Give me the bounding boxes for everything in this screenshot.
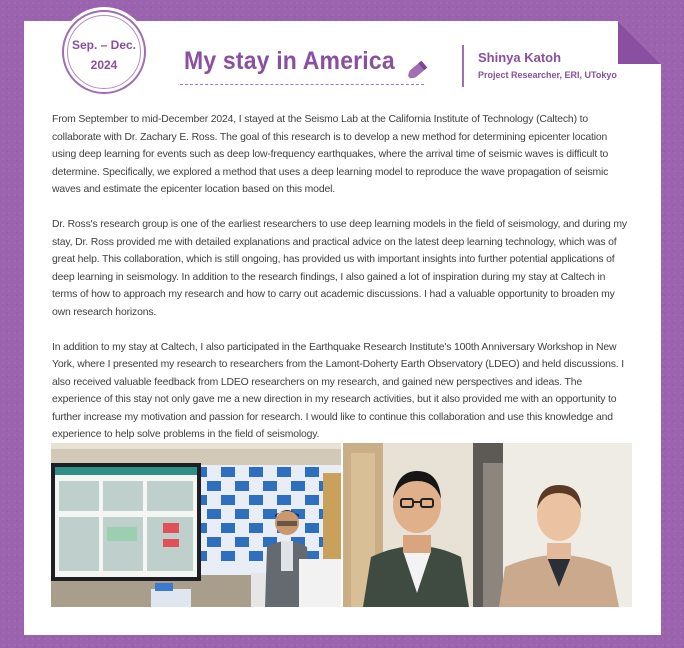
header-divider — [462, 45, 464, 87]
pencil-icon — [402, 56, 432, 86]
date-year: 2024 — [90, 58, 118, 72]
paragraph: From September to mid-December 2024, I stayed at the Seismo Lab at the California Institute of Technology (Caltech) to collaborate with Dr. Zachary E. Ross. The goal of this research is to develop a new method for determining epicenter location using deep learning for events such as deep low-frequency earthquakes, where the arrival time of seismic waves is difficult to determine. Specifically, we explored a method that uses a deep learning model to reproduce the wave propagation of seismic waves and estimate the epicenter location based on this model. — [52, 114, 609, 195]
photo-presentation — [51, 443, 341, 607]
page-fold-corner — [618, 21, 661, 64]
photo-two-researchers — [343, 443, 632, 607]
article-body — [52, 111, 633, 461]
title-underline — [180, 84, 424, 85]
date-range: Sep. – Dec. — [71, 38, 137, 52]
author-role: Project Researcher, ERI, UTokyo — [478, 70, 617, 80]
paragraph: Dr. Ross's research group is one of the earliest researchers to use deep learning models in the field of seismology, and during my stay, Dr. Ross provided me with detailed explanations and practical advice on the latest deep learning technology, which was of great help. This collaboration, which is still ongoing, has provided us with important insights into further potential applications of deep learning in seismology. In addition to the research findings, I also gained a lot of inspiration during my stay at Caltech in terms of how to approach my research and how to carry out academic discussions. I had a valuable opportunity to broaden my own research horizons. — [52, 219, 627, 318]
author-name: Shinya Katoh — [478, 50, 562, 65]
paragraph: In addition to my stay at Caltech, I also participated in the Earthquake Research Institute's 100th Anniversary Workshop in New York, where I presented my research to researchers from the Lamont-Doherty Earth Observatory (LDEO) and held discussions. I also received valuable feedback from LDEO researchers on my research, and gained new perspectives and ideas. The experience of this stay not only gave me a new direction in my research activities, but it also provided me with an opportunity to further increase my motivation and passion for research. I would like to continue this collaboration and use this knowledge and experience to help solve problems in the field of seismology. — [52, 341, 624, 440]
date-badge — [62, 10, 146, 94]
page-title: My stay in America — [184, 47, 395, 75]
